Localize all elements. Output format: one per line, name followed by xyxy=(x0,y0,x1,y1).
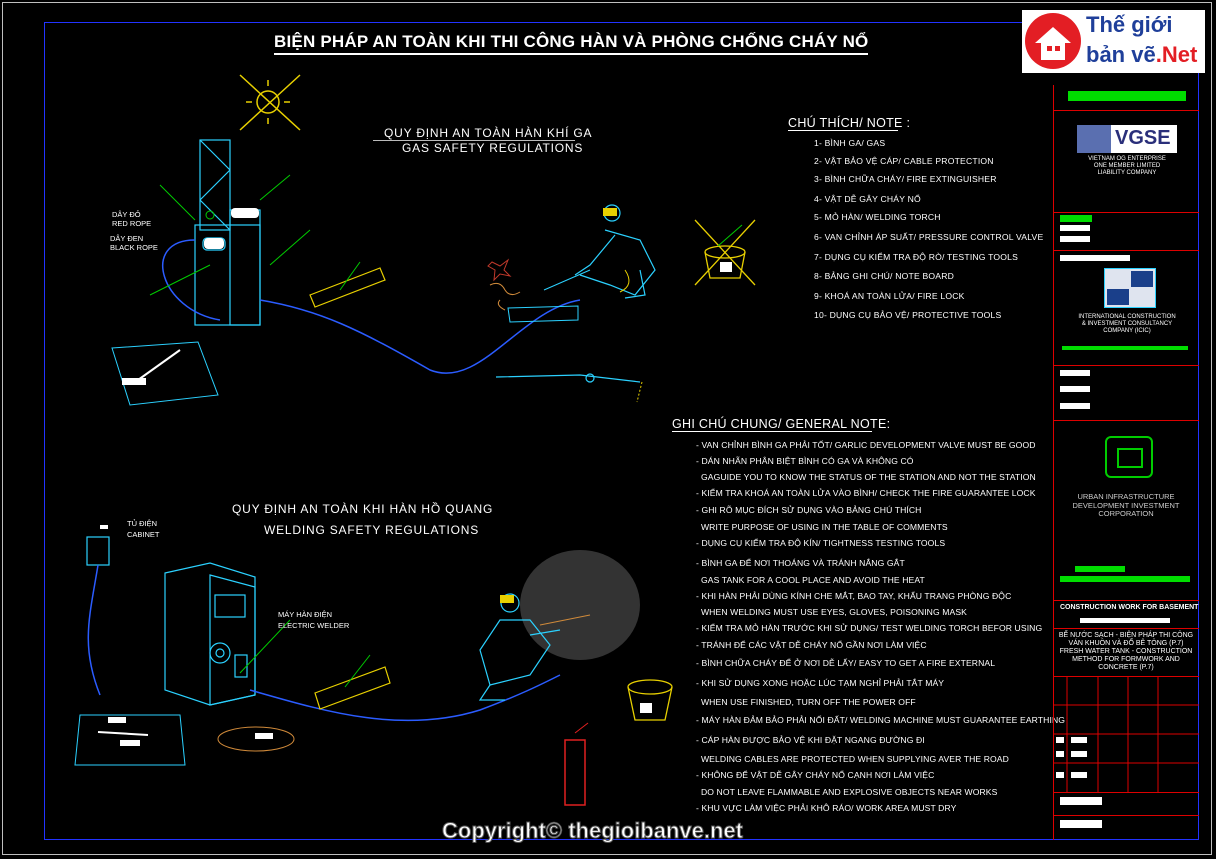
note-item: 7- DỤNG CỤ KIỂM TRA ĐỘ RÒ/ TESTING TOOLS xyxy=(814,252,1019,262)
gas-title-vn: QUY ĐỊNH AN TOÀN HÀN KHÍ GA xyxy=(384,126,593,140)
general-note-item: - KHÔNG ĐỂ VẬT DỄ GÂY CHÁY NỔ CẠNH NƠI LÀM VIỆC xyxy=(696,770,935,780)
white-label-bar xyxy=(1060,820,1102,828)
electric-cabinet xyxy=(87,537,109,565)
general-note-item: - BÌNH CHỮA CHÁY ĐỂ Ở NƠI DỄ LẤY/ EASY TO GET A FIRE EXTERNAL xyxy=(696,658,996,668)
general-note-item: - KHU VỰC LÀM VIỆC PHẢI KHÔ RÁO/ WORK AREA MUST DRY xyxy=(696,803,957,813)
gas-title-en: GAS SAFETY REGULATIONS xyxy=(402,141,584,155)
tb-divider xyxy=(1053,110,1199,111)
vgse-logo-text: VGSE xyxy=(1115,127,1171,149)
general-note-item: - KIỂM TRA MỎ HÀN TRƯỚC KHI SỬ DỤNG/ TEST WELDING TORCH BEFOR USING xyxy=(696,623,1043,633)
icic-company-name: INTERNATIONAL CONSTRUCTION & INVESTMENT CONSULTANCY COMPANY (ICIC) xyxy=(1078,314,1176,334)
welding-title-vn: QUY ĐỊNH AN TOÀN KHI HÀN HỒ QUANG xyxy=(232,502,494,516)
note-underline xyxy=(788,130,898,131)
note-item: 1- BÌNH GA/ GAS xyxy=(814,138,886,148)
general-note-item: - KHI SỬ DỤNG XONG HOẶC LÚC TẠM NGHỈ PHẢI TẮT MÁY xyxy=(696,678,945,688)
tb-divider xyxy=(1053,420,1199,421)
general-note-item: - GHI RÕ MỤC ĐÍCH SỬ DỤNG VÀO BẢNG CHÚ THÍCH xyxy=(696,505,922,515)
tb-divider xyxy=(1053,250,1199,251)
white-label-bar xyxy=(1060,236,1090,242)
copyright-watermark: Copyright© thegioibanve.net xyxy=(442,818,743,843)
green-label-bar xyxy=(1060,576,1190,582)
note-item: 5- MỎ HÀN/ WELDING TORCH xyxy=(814,212,941,222)
white-label-bar xyxy=(1060,797,1102,805)
vgse-logo xyxy=(1077,125,1177,153)
gas-welder-worker xyxy=(575,205,655,298)
general-note-item: WELDING CABLES ARE PROTECTED WHEN SUPPLYING AVER THE ROAD xyxy=(696,754,1009,764)
note-item: 4- VẬT DỄ GÂY CHÁY NỔ xyxy=(814,194,921,204)
note-item: 10- DỤNG CỤ BẢO VỆ/ PROTECTIVE TOOLS xyxy=(814,310,1002,320)
flammable-bucket-illustration xyxy=(690,210,760,300)
general-note-item: WHEN USE FINISHED, TURN OFF THE POWER OFF xyxy=(696,697,916,707)
welding-machine xyxy=(165,563,255,705)
udic-company-name: URBAN INFRASTRUCTURE DEVELOPMENT INVESTMENT CORPORATION xyxy=(1072,492,1180,519)
general-note-item: GAS TANK FOR A COOL PLACE AND AVOID THE HEAT xyxy=(696,575,925,585)
general-note-item: - DỤNG CỤ KIỂM TRA ĐỘ KÍN/ TIGHTNESS TESTING TOOLS xyxy=(696,538,946,548)
revision-table xyxy=(1053,676,1199,792)
note-item: 9- KHOÁ AN TOÀN LỬA/ FIRE LOCK xyxy=(814,291,965,301)
general-note-item: - VAN CHỈNH BÌNH GA PHẢI TỐT/ GARLIC DEVELOPMENT VALVE MUST BE GOOD xyxy=(696,440,1036,450)
general-note-item: - KHI HÀN PHẢI DÙNG KÍNH CHE MẮT, BAO TAY, KHẨU TRANG PHÒNG ĐỘC xyxy=(696,591,1012,601)
gas-cylinder-rack xyxy=(195,140,260,325)
green-label-bar xyxy=(1075,566,1125,572)
logo-line1: Thế giới xyxy=(1086,12,1173,37)
note-heading: CHÚ THÍCH/ NOTE : xyxy=(788,116,911,130)
red-rope-label: DÂY ĐỎ RED ROPE xyxy=(112,210,152,228)
general-note-item: - KIỂM TRA KHOÁ AN TOÀN LỬA VÀO BÌNH/ CHECK THE FIRE GUARANTEE LOCK xyxy=(696,488,1036,498)
udic-logo xyxy=(1105,436,1153,478)
general-note-item: - DÁN NHÃN PHÂN BIỆT BÌNH CÓ GA VÀ KHÔNG CÓ xyxy=(696,456,914,466)
tb-divider xyxy=(1053,365,1199,366)
general-note-item: GAGUIDE YOU TO KNOW THE STATUS OF THE STATION AND NOT THE STATION xyxy=(696,472,1036,482)
tb-divider xyxy=(1053,792,1199,793)
green-label-bar xyxy=(1062,346,1188,350)
logo-line3: .Net xyxy=(1155,42,1198,67)
white-label-bar xyxy=(1060,403,1090,409)
general-note-item: - CÁP HÀN ĐƯỢC BẢO VỆ KHI ĐẶT NGANG ĐƯỜNG ĐI xyxy=(696,735,925,745)
welder-label-vn: MÁY HÀN ĐIỆN xyxy=(278,610,333,619)
general-note-item: - MÁY HÀN ĐẢM BẢO PHẢI NỐI ĐẤT/ WELDING MACHINE MUST GUARANTEE EARTHING xyxy=(696,715,1066,725)
green-label-bar xyxy=(1060,215,1092,222)
tb-divider xyxy=(1053,212,1199,213)
vgse-company-name: VIETNAM OG ENTERPRISE ONE MEMBER LIMITED LIABILITY COMPANY xyxy=(1088,156,1166,176)
site-logo xyxy=(1022,10,1205,73)
general-note-item: WHEN WELDING MUST USE EYES, GLOVES, POISONING MASK xyxy=(696,607,968,617)
white-label-bar xyxy=(1060,255,1130,261)
white-label-bar xyxy=(1060,225,1090,231)
general-note-heading: GHI CHÚ CHUNG/ GENERAL NOTE: xyxy=(672,417,891,431)
white-label-bar xyxy=(1080,618,1170,623)
general-note-item: - BÌNH GA ĐỂ NƠI THOÁNG VÀ TRÁNH NẮNG GẮT xyxy=(696,558,905,568)
tb-divider xyxy=(1053,600,1199,601)
welding-title-en: WELDING SAFETY REGULATIONS xyxy=(264,523,480,537)
black-rope-label: DÂY ĐEN BLACK ROPE xyxy=(110,234,158,252)
tb-divider xyxy=(1053,628,1199,629)
note-item: 8- BẢNG GHI CHÚ/ NOTE BOARD xyxy=(814,271,955,281)
gas-welding-illustration xyxy=(100,70,660,410)
cabinet-label-en: CABINET xyxy=(127,530,160,539)
note-item: 2- VẬT BẢO VỆ CÁP/ CABLE PROTECTION xyxy=(814,156,994,166)
logo-line2: bản vẽ xyxy=(1086,42,1156,67)
white-label-bar xyxy=(1060,370,1090,376)
white-label-bar xyxy=(1060,386,1090,392)
note-item: 3- BÌNH CHỮA CHÁY/ FIRE EXTINGUISHER xyxy=(814,174,997,184)
general-note-item: WRITE PURPOSE OF USING IN THE TABLE OF COMMENTS xyxy=(696,522,948,532)
general-note-item: - TRÁNH ĐỂ CÁC VẬT DỄ CHÁY NỔ GẦN NƠI LÀM VIỆC xyxy=(696,640,927,650)
tb-divider xyxy=(1053,815,1199,816)
general-note-item: DO NOT LEAVE FLAMMABLE AND EXPLOSIVE OBJECTS NEAR WORKS xyxy=(696,787,998,797)
arc-welding-illustration xyxy=(60,525,680,825)
note-item: 6- VAN CHỈNH ÁP SUẤT/ PRESSURE CONTROL VALVE xyxy=(814,232,1044,242)
drawing-name: BỂ NƯỚC SẠCH - BIỆN PHÁP THI CÔNG VÁN KHUÔN VÀ ĐỔ BÊ TÔNG (P.7) FRESH WATER TANK - CONSTRUCTION METHOD FOR FORMWORK AND CONCRETE (P.7) xyxy=(1058,632,1194,672)
general-note-underline xyxy=(672,431,872,432)
drawing-title: BIỆN PHÁP AN TOÀN KHI THI CÔNG HÀN VÀ PHÒNG CHỐNG CHÁY NỔ xyxy=(274,32,868,55)
house-icon xyxy=(1025,13,1081,69)
welder-label-en: ELECTRIC WELDER xyxy=(278,621,350,630)
icic-logo xyxy=(1104,268,1156,308)
cabinet-label-vn: TỦ ĐIỆN xyxy=(127,519,157,528)
sun-icon xyxy=(240,75,300,130)
work-title: CONSTRUCTION WORK FOR BASEMENT xyxy=(1060,604,1199,611)
green-label-bar xyxy=(1068,91,1186,101)
